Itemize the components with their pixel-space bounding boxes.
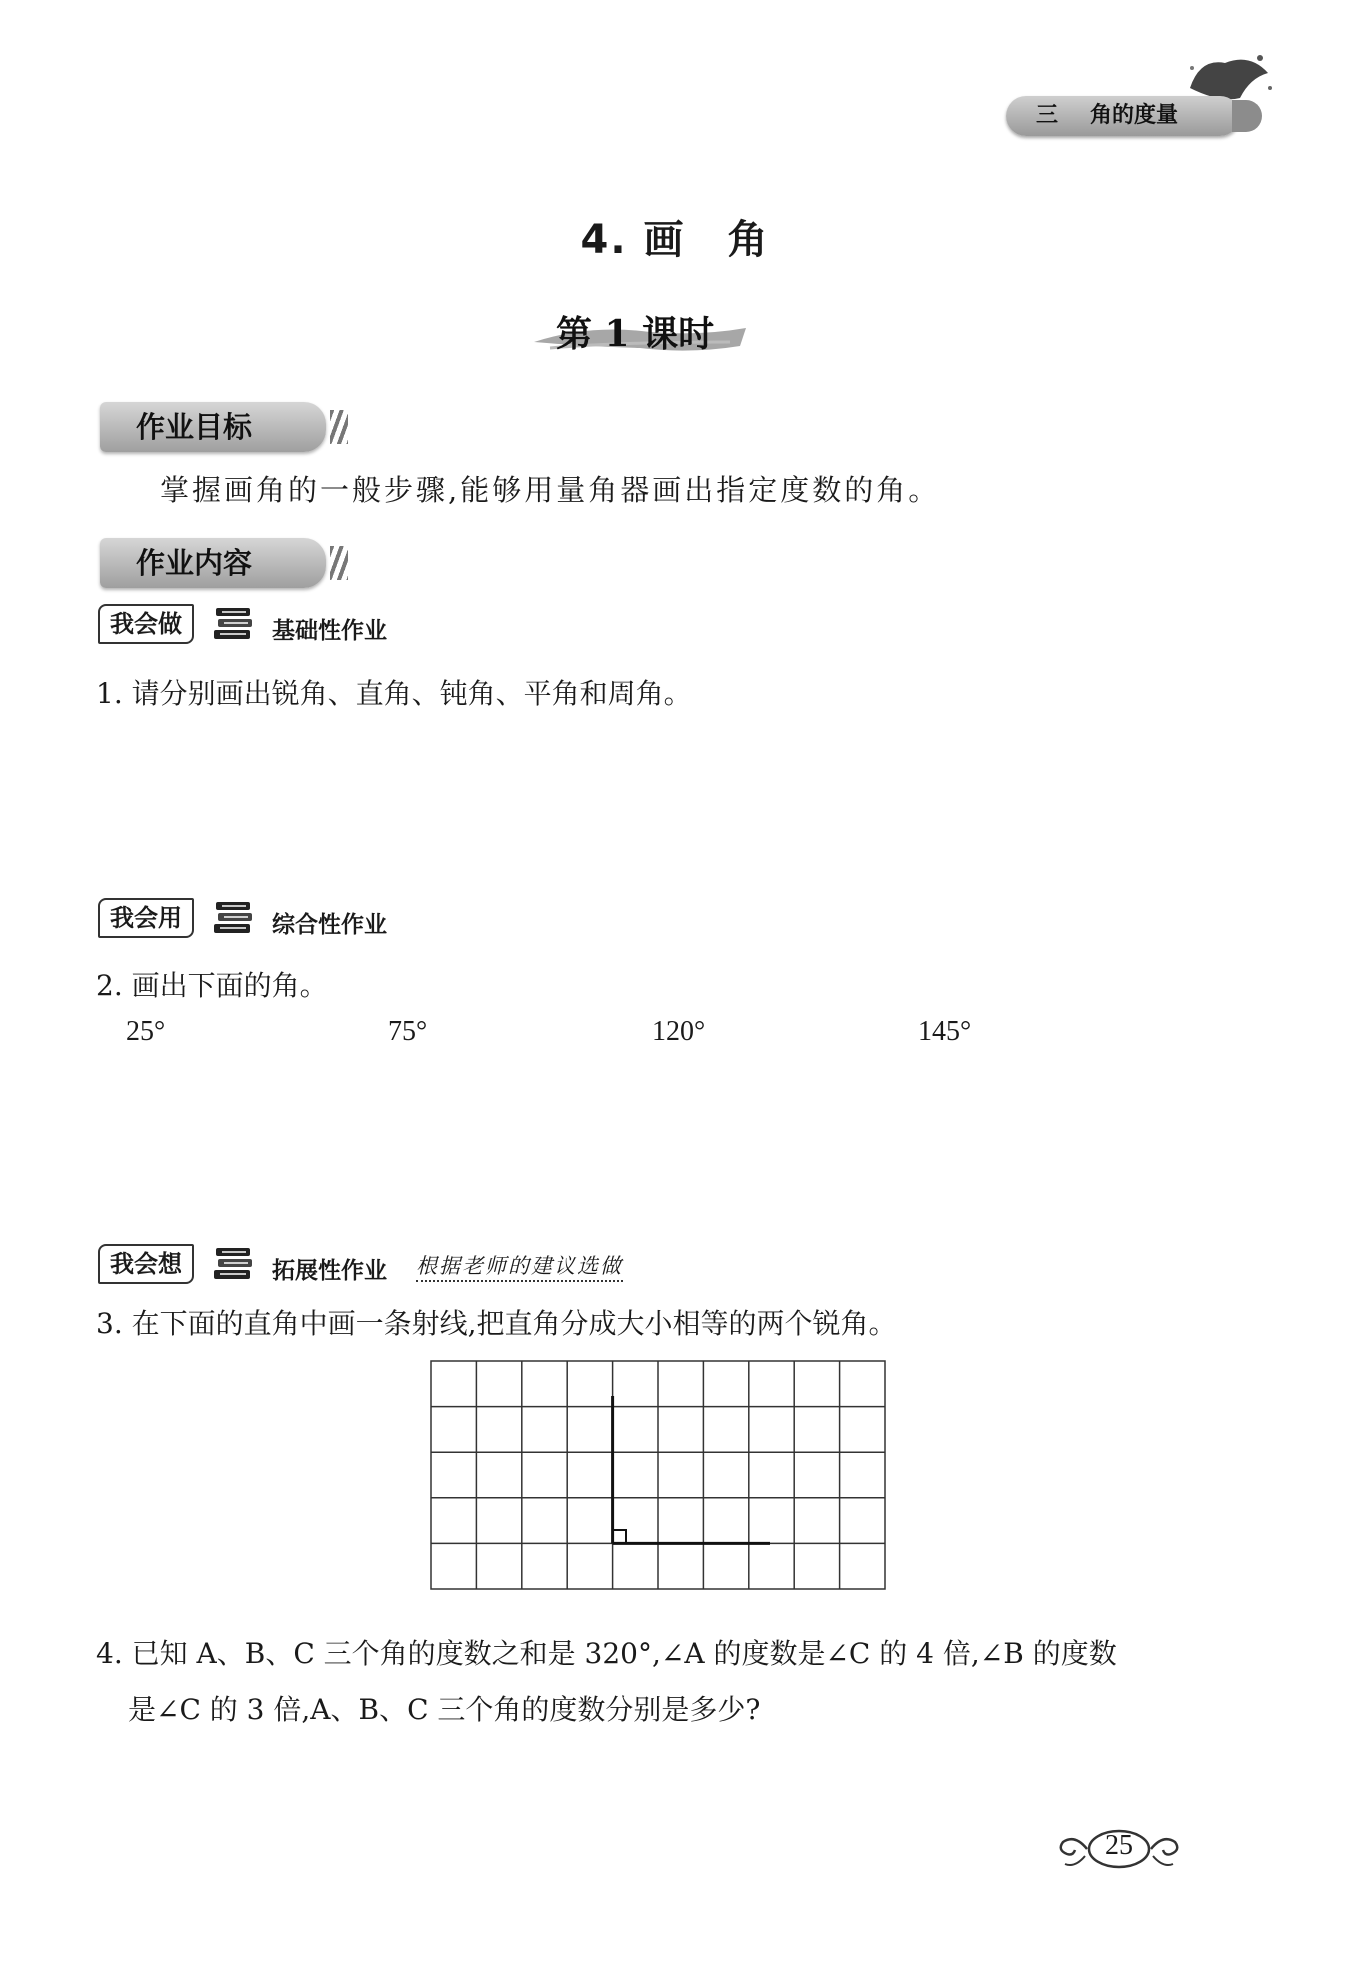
books-icon xyxy=(212,898,256,938)
level-desc-extended: 拓展性作业 xyxy=(272,1258,387,1284)
optional-hint: 根据老师的建议选做 xyxy=(416,1250,623,1282)
chapter-title: 角的度量 xyxy=(1090,103,1179,128)
level-desc-comprehensive: 综合性作业 xyxy=(272,912,387,938)
lesson-label: 第 1 课时 xyxy=(556,313,715,355)
angle-25: 25° xyxy=(126,1016,166,1047)
books-icon xyxy=(212,604,256,644)
chapter-tag xyxy=(1006,96,1240,136)
level-tag-basic: 我会做 xyxy=(98,604,194,644)
goal-banner: 作业目标 xyxy=(100,402,326,452)
page-title: 4. 画 角 xyxy=(580,217,770,263)
question-1: 1. 请分别画出锐角、直角、钝角、平角和周角。 xyxy=(96,677,692,710)
content-banner: 作业内容 xyxy=(100,538,326,588)
angle-75: 75° xyxy=(388,1016,428,1047)
chapter-number: 三 xyxy=(1036,103,1059,128)
square-grid xyxy=(430,1360,886,1590)
right-angle xyxy=(613,1396,770,1543)
question-4-line-1: 4. 已知 A、B、C 三个角的度数之和是 320°,∠A 的度数是∠C 的 4 倍,∠B 的度数 xyxy=(96,1637,1117,1670)
question-3: 3. 在下面的直角中画一条射线,把直角分成大小相等的两个锐角。 xyxy=(96,1307,897,1340)
level-desc-basic: 基础性作业 xyxy=(272,618,387,644)
page-number: 25 xyxy=(1105,1830,1133,1861)
level-tag-comprehensive: 我会用 xyxy=(98,898,194,938)
books-icon xyxy=(212,1244,256,1284)
chapter-tag-scroll-end xyxy=(1232,100,1262,132)
question-2: 2. 画出下面的角。 xyxy=(96,969,328,1002)
level-tag-extended: 我会想 xyxy=(98,1244,194,1284)
question-4-line-2: 是∠C 的 3 倍,A、B、C 三个角的度数分别是多少? xyxy=(128,1693,761,1726)
goal-text: 掌握画角的一般步骤,能够用量角器画出指定度数的角。 xyxy=(160,473,941,507)
angle-120: 120° xyxy=(652,1016,706,1047)
angle-145: 145° xyxy=(918,1016,972,1047)
